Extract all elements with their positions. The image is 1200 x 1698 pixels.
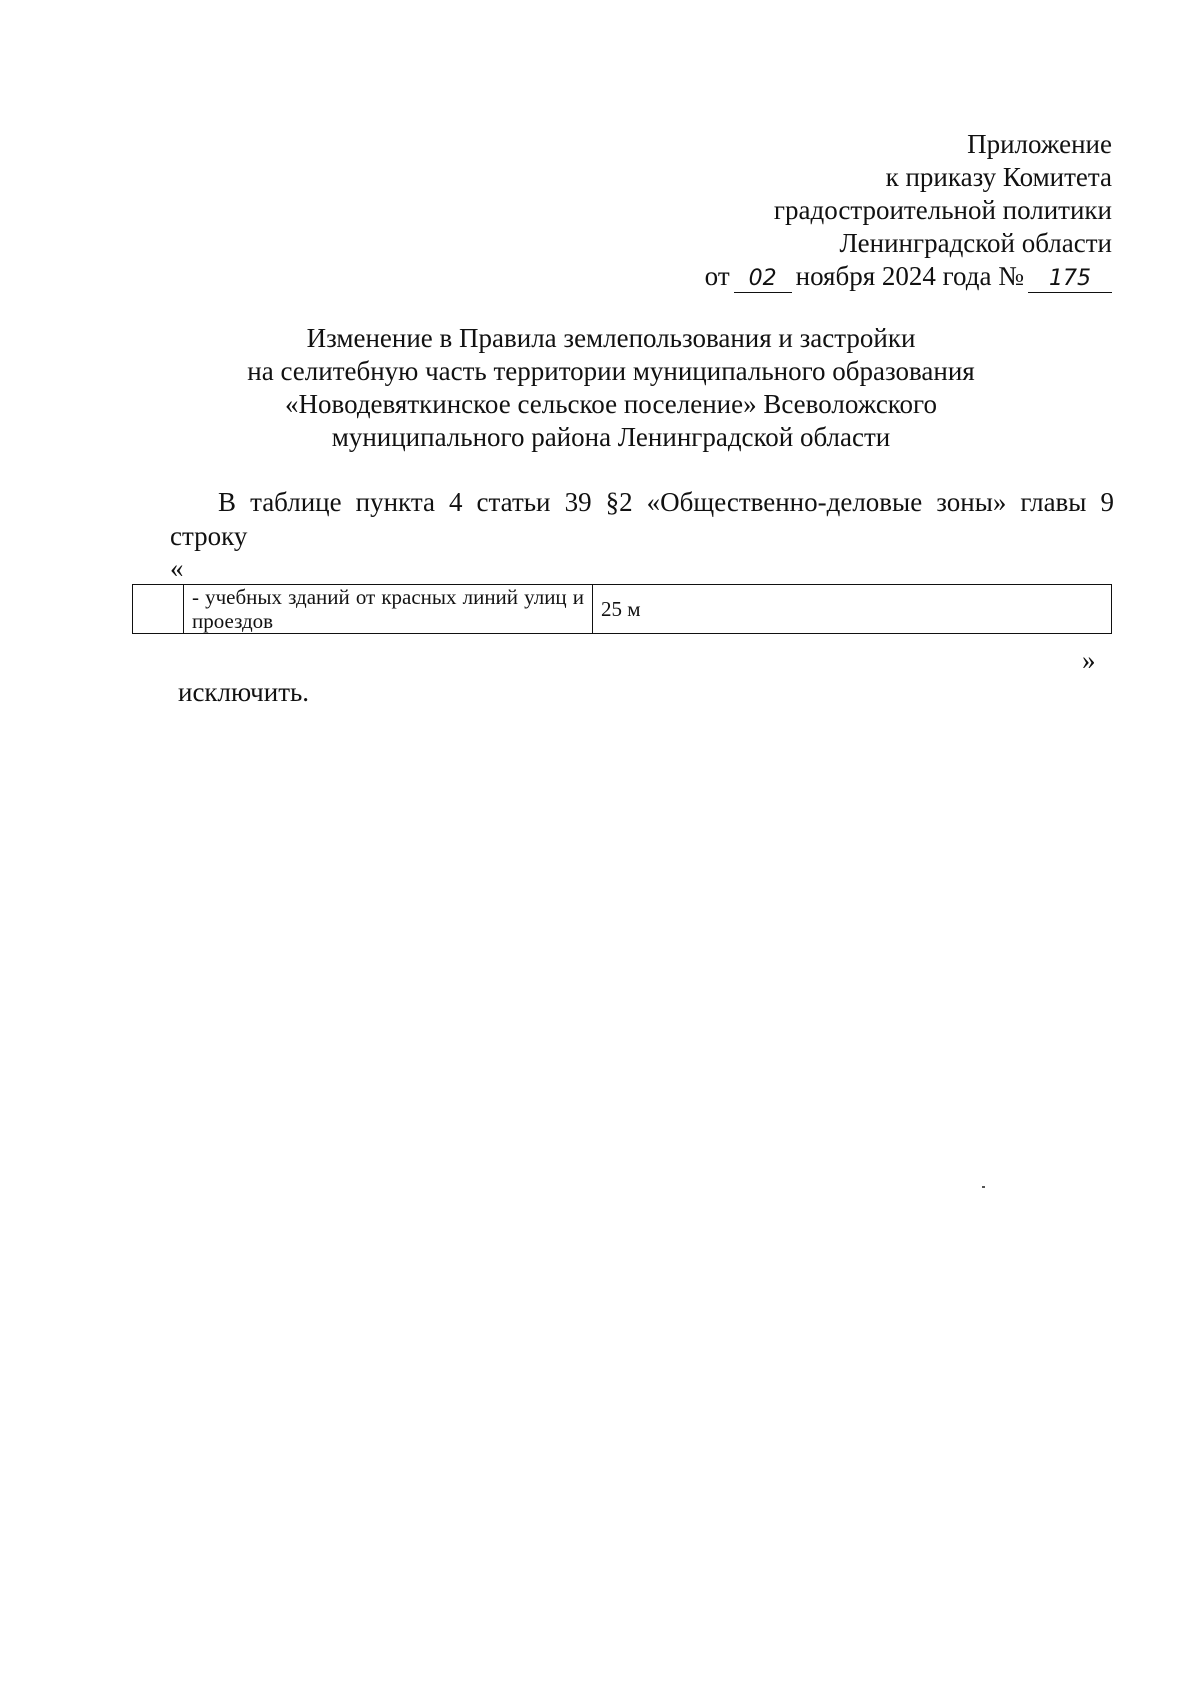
title-line-1: Изменение в Правила землепользования и застройки bbox=[306, 323, 916, 353]
title-line-2: на селитебную часть территории муниципального образования bbox=[247, 356, 975, 386]
closing-quote: » bbox=[1082, 645, 1096, 675]
title-line-4: муниципального района Ленинградской области bbox=[331, 422, 891, 452]
scan-speck bbox=[982, 1186, 985, 1188]
table-cell-description: - учебных зданий от красных линий улиц и проездов bbox=[184, 585, 593, 634]
body-paragraph: В таблице пункта 4 статьи 39 §2 «Общественно-деловые зоны» главы 9 bbox=[218, 487, 1114, 517]
title-line-3: «Новодевяткинское сельское поселение» Всеволожского bbox=[285, 389, 937, 419]
date-month-year: ноября 2024 года № bbox=[795, 261, 1024, 291]
table-cell-value: 25 м bbox=[593, 585, 1112, 634]
table-row bbox=[133, 585, 1112, 634]
appendix-date-line bbox=[705, 260, 1112, 293]
handwritten-order-number: 175 bbox=[1028, 266, 1112, 293]
excerpt-table bbox=[132, 584, 1112, 634]
document-title bbox=[0, 322, 1200, 454]
appendix-committee: градостроительной политики bbox=[773, 195, 1112, 225]
date-prefix: от bbox=[704, 261, 730, 291]
appendix-label: Приложение bbox=[967, 129, 1112, 159]
appendix-header bbox=[705, 128, 1112, 293]
body-paragraph-continuation: строку bbox=[170, 521, 248, 551]
opening-quote: « bbox=[170, 553, 184, 583]
table-cell-number bbox=[133, 585, 184, 634]
handwritten-day: 02 bbox=[734, 266, 792, 293]
action-text: исключить. bbox=[178, 677, 310, 707]
appendix-order-ref: к приказу Комитета bbox=[885, 162, 1112, 192]
appendix-region: Ленинградской области bbox=[839, 228, 1112, 258]
